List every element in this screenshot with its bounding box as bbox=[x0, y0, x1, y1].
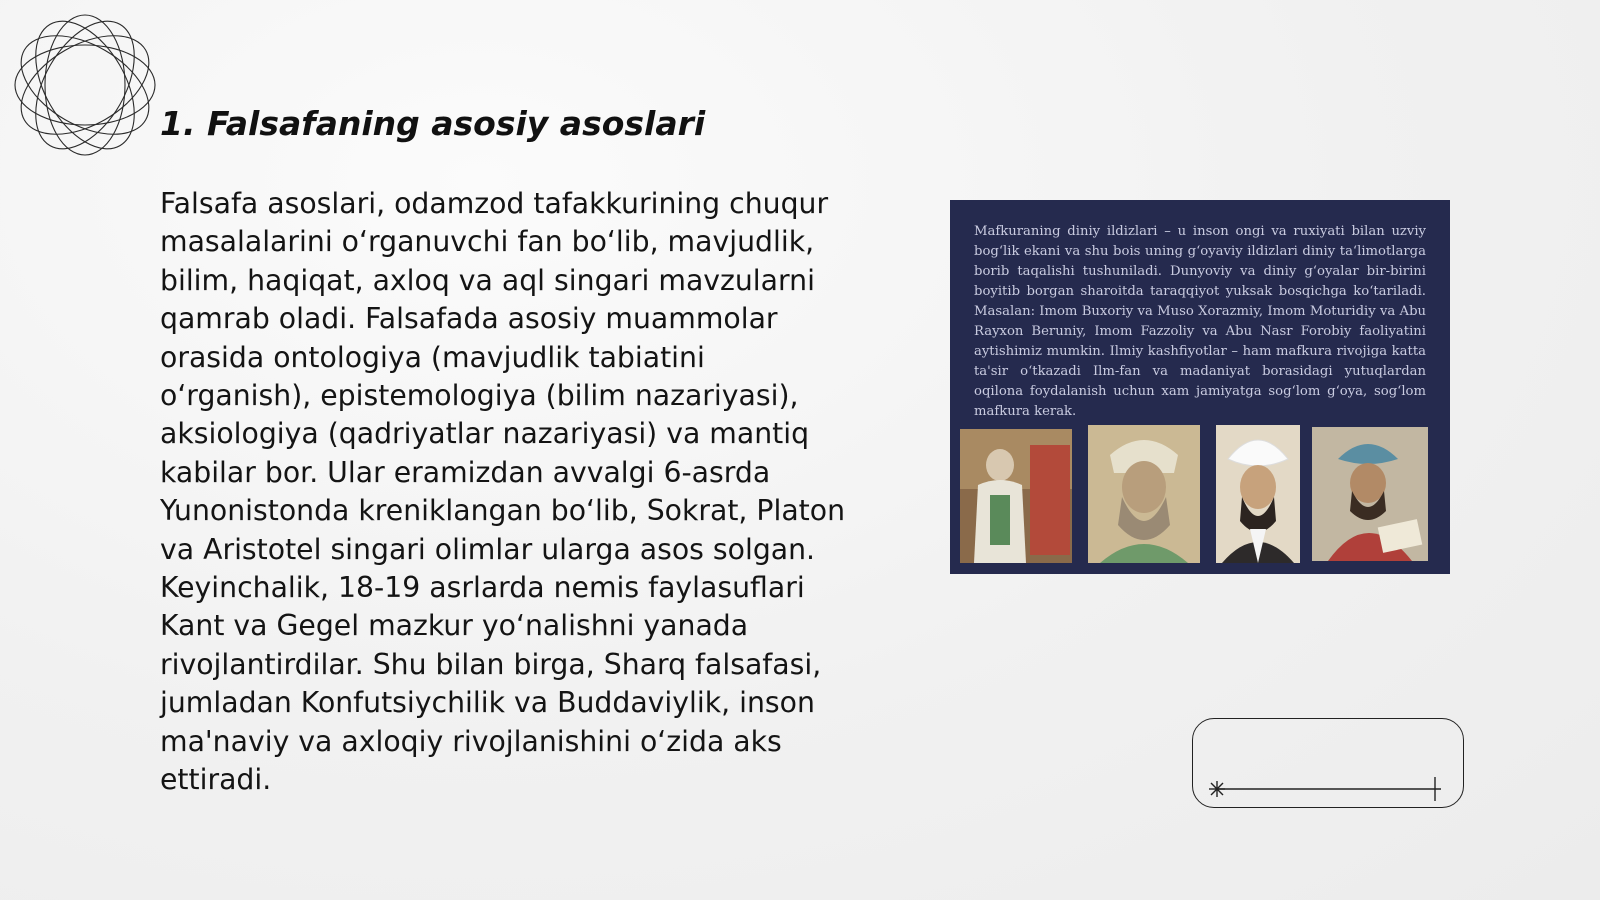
portrait-1 bbox=[960, 429, 1072, 563]
photo-caption-text: Mafkuraning diniy ildizlari – u inson ongi va ruxiyati bilan uzviy bog‘lik ekani va shu bois uning g‘oyaviy ildizlari diniy ta‘limotlarga borib taqalishi tushuniladi. Dunyoviy va diniy g‘oyalar bir-birini boyitib borgan sharoitda taraqqiyot yuksak bosqichga ko‘tariladi. Masalan: Imom Buxoriy va Muso Xorazmiy, Imom Moturidiy va Abu Rayxon Beruniy, Imom Fazzoliy va Abu Nasr Forobiy faoliyatini aytishimiz mumkin. Ilmiy kashfiyotlar – ham mafkura rivojiga katta ta'sir o‘tkazadi Ilm-fan va madaniyat borasidagi yutuqlardan oqilona foydalanish uchun xam jamiyatga sog‘lom g‘oya, sog‘lom mafkura kerak. bbox=[974, 224, 1426, 419]
slide-title: 1. Falsafaning asosiy asoslari bbox=[160, 104, 706, 143]
portrait-4 bbox=[1312, 427, 1428, 561]
orbital-rings-icon bbox=[10, 10, 160, 160]
decorative-card bbox=[1192, 718, 1464, 808]
starburst-line-icon bbox=[1193, 719, 1465, 809]
slide-body-text: Falsafa asoslari, odamzod tafakkurining chuqur masalalarini o‘rganuvchi fan bo‘lib, mavjudlik, bilim, haqiqat, axloq va aql singari mavzularni qamrab oladi. Falsafada asosiy muammolar orasida ontologiya (mavjudlik tabiatini o‘rganish), epistemologiya (bilim nazariyasi), aksiologiya (qadriyatlar nazariyasi) va mantiq kabilar bor. Ular eramizdan avvalgi 6-asrda Yunonistonda kreniklangan bo‘lib, Sokrat, Platon va Aristotel singari olimlar ularga asos solgan. Keyinchalik, 18-19 asrlarda nemis faylasuflari Kant va Gegel mazkur yo‘nalishni yanada rivojlantirdilar. Shu bilan birga, Sharq falsafasi, jumladan Konfutsiychilik va Buddaviylik, inson ma'naviy va axloqiy rivojlanishini o‘zida aks ettiradi. bbox=[160, 187, 846, 797]
portrait-2 bbox=[1088, 425, 1200, 563]
scholar-portraits-image bbox=[960, 425, 1440, 565]
textbook-photo bbox=[950, 200, 1450, 574]
portrait-3 bbox=[1216, 425, 1300, 563]
